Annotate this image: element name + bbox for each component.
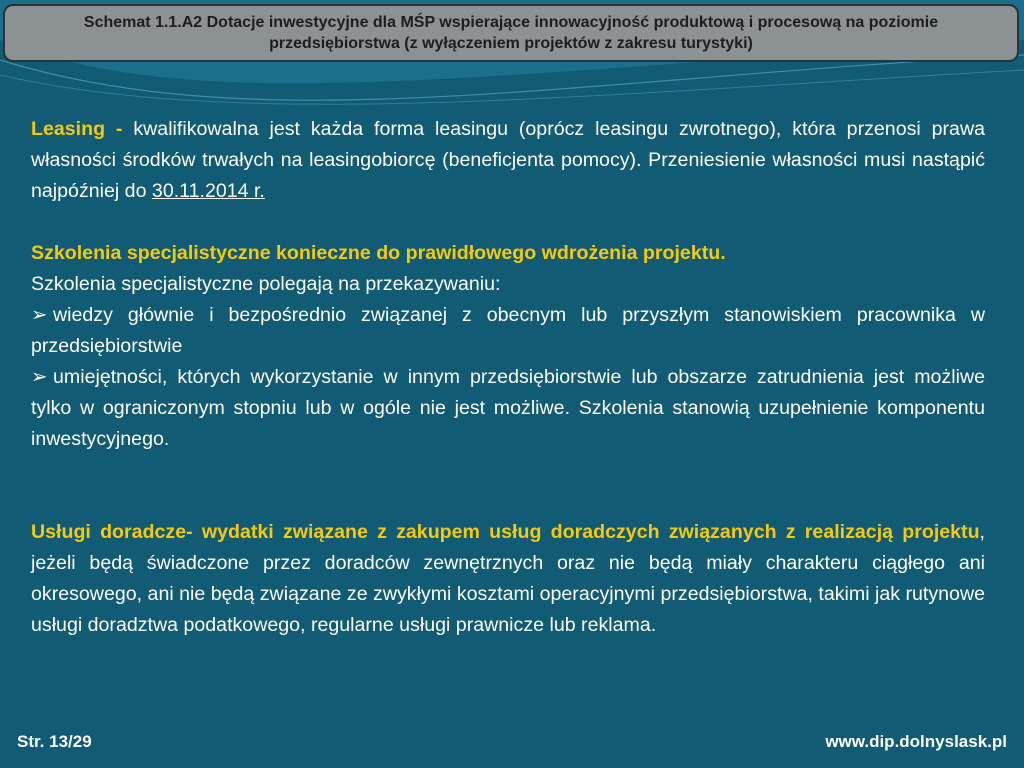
leasing-dash: -: [105, 118, 134, 140]
slide-content: [31, 114, 985, 641]
slide-title: Schemat 1.1.A2 Dotacje inwestycyjne dla MŚP wspierające innowacyjność produktową i procesową na poziomie przedsiębiorstwa (z wyłączeniem projektów z zakresu turystyki): [83, 14, 939, 52]
training-bullet-1: [31, 300, 985, 362]
leasing-paragraph: [31, 114, 985, 207]
training-bullet-2: [31, 362, 985, 455]
advisory-heading: Usługi doradcze- wydatki związane z zakupem usług doradczych związanych z realizacją projektu: [31, 521, 980, 543]
spacer: [31, 207, 985, 238]
advisory-paragraph: [31, 517, 985, 641]
leasing-label: Leasing: [31, 118, 106, 140]
training-bullet-text: umiejętności, których wykorzystanie w innym przedsiębiorstwie lub obszarze zatrudnienia jest możliwe tylko w ograniczonym stopniu lub w ogóle nie jest możliwe. Szkolenia stanowią uzupełnienie komponentu inwestycyjnego.: [31, 366, 985, 450]
leasing-text: kwalifikowalna jest każda forma leasingu (oprócz leasingu zwrotnego), która przenosi prawa własności środków trwałych na leasingobiorcę (beneficjenta pomocy). Przeniesienie własności musi nastąpić najpóźniej do: [31, 118, 986, 202]
arrow-bullet-icon: ➢: [31, 304, 48, 326]
spacer: [31, 455, 985, 517]
arrow-bullet-icon: ➢: [31, 366, 48, 388]
advisory-text: , jeżeli będą świadczone przez doradców zewnętrznych oraz nie będą miały charakteru ciągłego ani okresowego, ani nie będą związane ze zwykłymi kosztami operacyjnymi przedsiębiorstwa, takimi jak rutynowe usługi doradztwa podatkowego, regularne usługi prawnicze lub reklama.: [31, 521, 985, 636]
training-intro: Szkolenia specjalistyczne polegają na przekazywaniu:: [31, 273, 501, 295]
training-bullet-text: wiedzy głównie i bezpośrednio związanej z obecnym lub przyszłym stanowiskiem pracownika w przedsiębiorstwie: [31, 304, 985, 357]
page-number: Str. 13/29: [17, 732, 92, 751]
website-url: www.dip.dolnyslask.pl: [825, 732, 1007, 751]
training-heading: Szkolenia specjalistyczne konieczne do prawidłowego wdrożenia projektu.: [31, 242, 726, 264]
slide-title-box: [3, 4, 1019, 62]
leasing-deadline: 30.11.2014 r.: [151, 180, 265, 202]
